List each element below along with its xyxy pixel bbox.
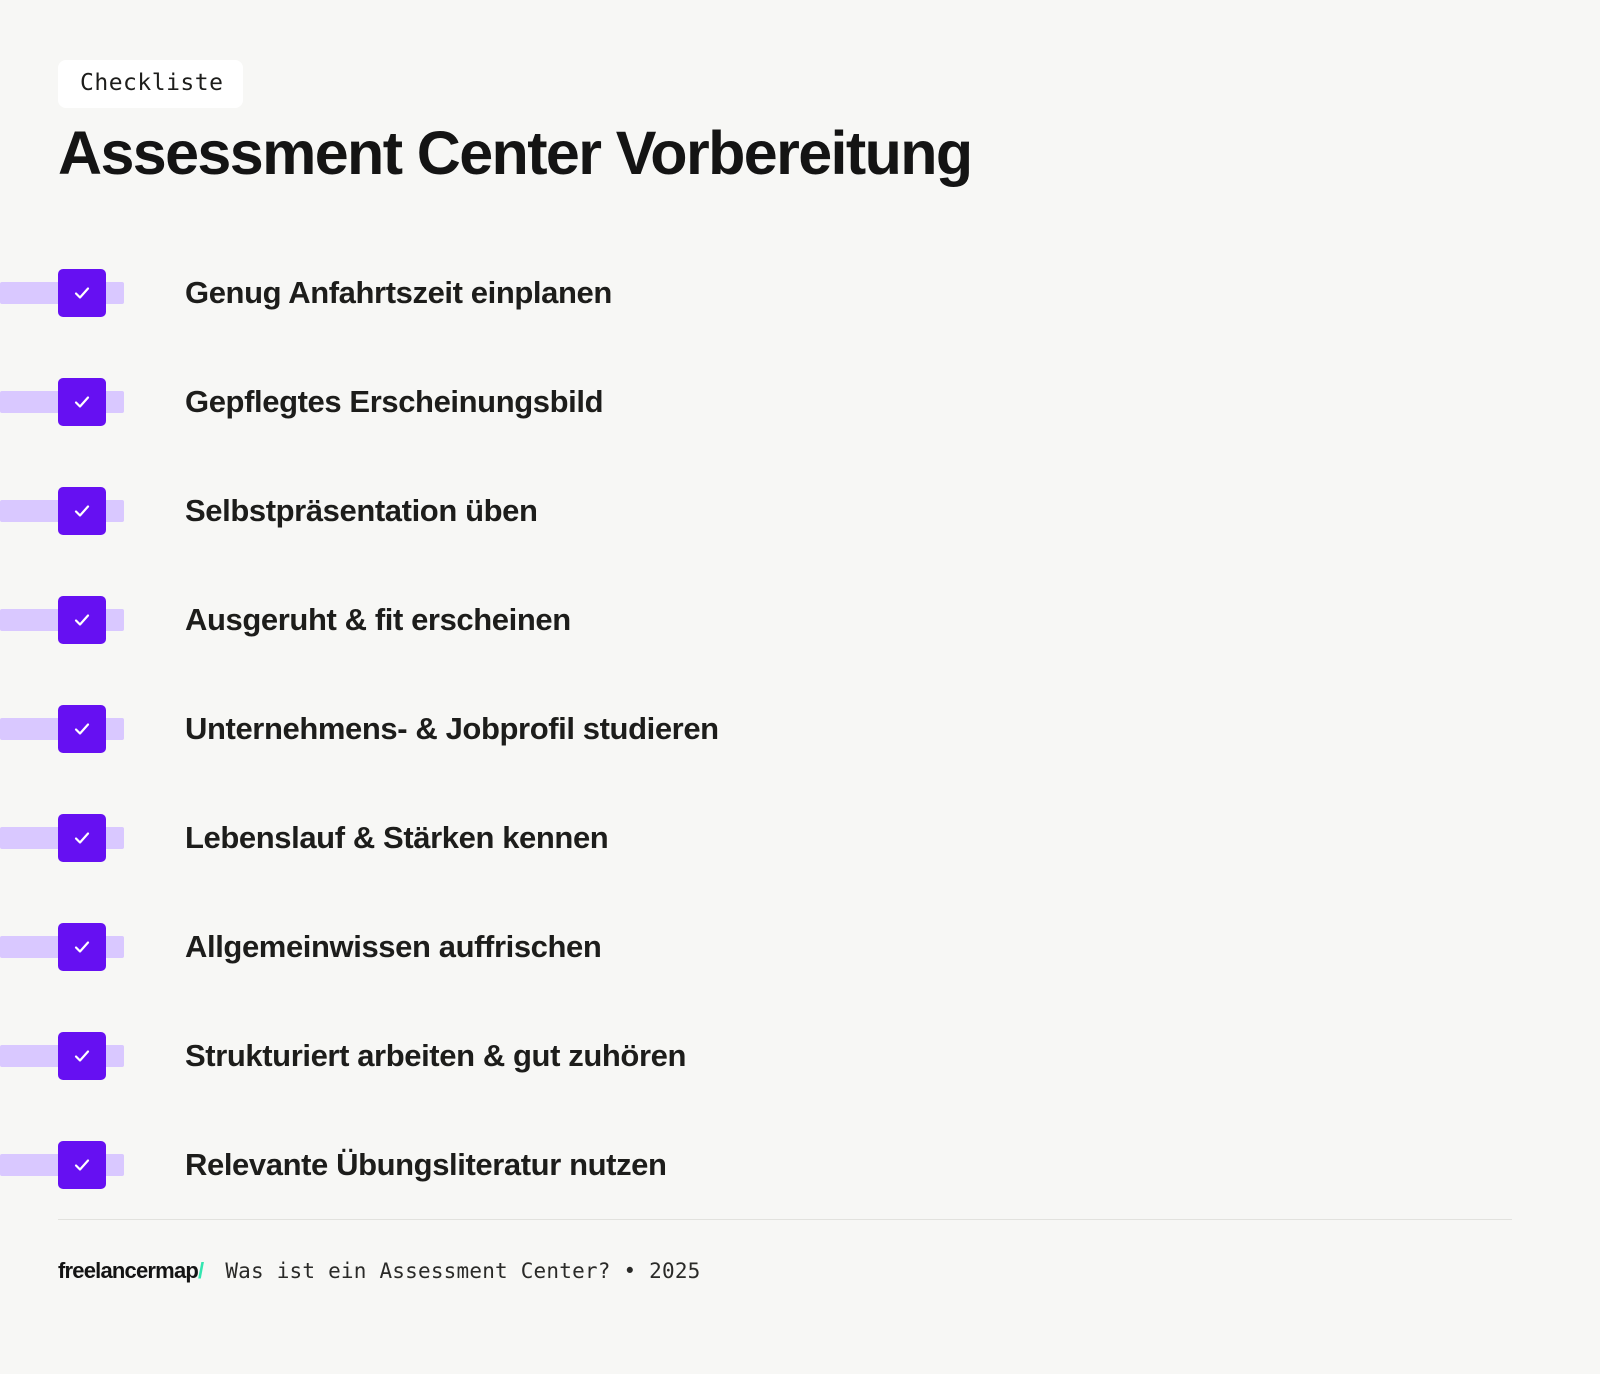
check-icon: [72, 610, 92, 630]
list-item[interactable]: [0, 674, 1600, 783]
checkbox-checked[interactable]: [58, 269, 106, 317]
list-item-label: Allgemeinwissen auffrischen: [185, 928, 602, 964]
list-item[interactable]: [0, 238, 1600, 347]
eyebrow-badge: Checkliste: [58, 60, 243, 108]
checkbox-checked[interactable]: [58, 705, 106, 753]
checkbox-checked[interactable]: [58, 596, 106, 644]
brand-slash: /: [198, 1258, 204, 1283]
page-title: Assessment Center Vorbereitung: [58, 119, 972, 187]
list-item[interactable]: [0, 1110, 1600, 1219]
check-icon: [72, 1155, 92, 1175]
list-item-label: Lebenslauf & Stärken kennen: [185, 819, 609, 855]
check-icon: [72, 937, 92, 957]
list-item[interactable]: [0, 456, 1600, 565]
footer-divider: [58, 1219, 1512, 1220]
list-item-label: Ausgeruht & fit erscheinen: [185, 601, 571, 637]
checkbox-checked[interactable]: [58, 923, 106, 971]
list-item-label: Unternehmens- & Jobprofil studieren: [185, 710, 719, 746]
brand-name: freelancermap: [58, 1258, 199, 1283]
check-icon: [72, 392, 92, 412]
list-item-label: Relevante Übungsliteratur nutzen: [185, 1146, 667, 1182]
footer: [58, 1258, 701, 1284]
checklist: [0, 238, 1600, 1219]
list-item[interactable]: [0, 1001, 1600, 1110]
checkbox-checked[interactable]: [58, 814, 106, 862]
check-icon: [72, 1046, 92, 1066]
check-icon: [72, 719, 92, 739]
brand-logo: [58, 1258, 203, 1284]
list-item[interactable]: [0, 783, 1600, 892]
check-icon: [72, 501, 92, 521]
list-item[interactable]: [0, 892, 1600, 1001]
list-item-label: Strukturiert arbeiten & gut zuhören: [185, 1037, 686, 1073]
checkbox-checked[interactable]: [58, 1032, 106, 1080]
list-item-label: Gepflegtes Erscheinungsbild: [185, 383, 604, 419]
check-icon: [72, 828, 92, 848]
list-item-label: Selbstpräsentation üben: [185, 492, 538, 528]
list-item-label: Genug Anfahrtszeit einplanen: [185, 274, 612, 310]
checkbox-checked[interactable]: [58, 1141, 106, 1189]
checkbox-checked[interactable]: [58, 378, 106, 426]
footer-caption: Was ist ein Assessment Center? • 2025: [225, 1259, 701, 1283]
list-item[interactable]: [0, 565, 1600, 674]
checkbox-checked[interactable]: [58, 487, 106, 535]
list-item[interactable]: [0, 347, 1600, 456]
check-icon: [72, 283, 92, 303]
